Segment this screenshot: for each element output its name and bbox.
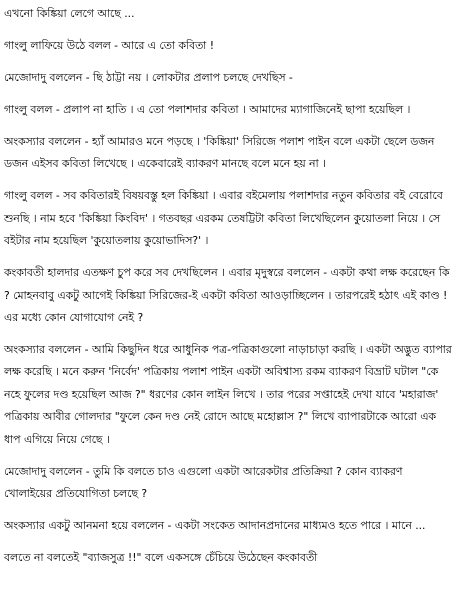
- paragraph: অংকস্যার বললেন - আমি কিছুদিন ধরে আধুনিক পত্র-পত্রিকাগুলো নাড়াচাড়া করছি । একটা অদ্ভুত ব্যাপার লক্ষ করেছি । মনে করুন 'নির্বেদ' পত্রিকায় পলাশ পাইন একটা অবিশ্বাস্য রকম ব্যাকরণ বিভ্রাট ঘটাল "কে নহে ফুলের দণ্ড হয়েছিল আজ ?" ধরণের কোন লাইন লিখে । তার পরের সপ্তাহেই দেখা যাবে 'মহারাজ' পত্রিকায় আবীর গোলদার "ফুলে কেন দণ্ড নেই রোদে আছে মহোল্লাস ?" লিখে ব্যাপারটাকে আরো এক ধাপ এগিয়ে নিয়ে গেছে ।: [4, 343, 452, 446]
- paragraph: মেজোদাদু বললেন - ছি ঠাট্টা নয় । লোকটার প্রলাপ চলছে দেখছিস -: [4, 71, 293, 84]
- paragraph: গাংলু বলল - সব কবিতারই বিষয়বস্তু হল কিঙ্কিয়া । এবার বইমেলায় পলাশদার নতুন কবিতার বই বেরোবে শুনছি । নাম হবে 'কিঙ্কিয়া কিংবিদ' । গতবছর এরকম তেষট্টিটা কবিতা লিখেছিলেন কুয়োতলা নিয়ে । সে বইটার নাম হয়েছিল 'কুয়োতলায় কুয়োভাদিস?' ।: [4, 189, 443, 248]
- paragraph: বলতে না বলতেই "ব্যাজসুত্র !!" বলে একসঙ্গে চেঁচিয়ে উঠেছেন কংকাবতী: [4, 551, 318, 565]
- paragraph: অংকস্যার একটু আনমনা হয়ে বললেন - একটা সংকেত আদানপ্রদানের মাধ্যমও হতে পারে । মানে ...: [4, 519, 426, 533]
- paragraph: গাংলু লাফিয়ে উঠে বলল - আরে এ তো কবিতা !: [4, 39, 215, 52]
- paragraph: গাংলু বলল - প্রলাপ না হাতি । এ তো পলাশদার কবিতা । আমাদের ম্যাগাজিনেই ছাপা হয়েছিল ।: [4, 103, 411, 116]
- paragraph: এখনো কিঙ্কিয়া লেগে আছে ...: [4, 7, 135, 20]
- paragraph: অংকস্যার বললেন - হ্যাঁ আমারও মনে পড়ছে । 'কিঙ্কিয়া' সিরিজে পলাশ পাইন বলে একটা ছেলে ডজন ডজন এইসব কবিতা লিখেছে । একেবারেই ব্যাকরণ মানছে বলে মনে হয় না ।: [4, 135, 435, 171]
- paragraph: কংকাবতী হালদার এতক্ষণ চুপ করে সব দেখছিলেন । এবার মৃদুস্বরে বললেন - একটা কথা লক্ষ করেছেন কি ? মোহনবাবু একটু আগেই কিঙ্কিয়া সিরিজের-ই একটা কবিতা আওড়াচ্ছিলেন । তারপরেই হঠাৎ এই কাণ্ড ! এর মধ্যে কোন যোগাযোগ নেই ?: [4, 266, 450, 325]
- paragraph: মেজোদাদু বললেন - তুমি কি বলতে চাও এগুলো একটা আরেকটার প্রতিক্রিয়া ? কোন ব্যাকরণ খোলাইয়ের প্রতিযোগিতা চলছে ?: [4, 464, 403, 501]
- story-text-page: [4, 3, 452, 569]
